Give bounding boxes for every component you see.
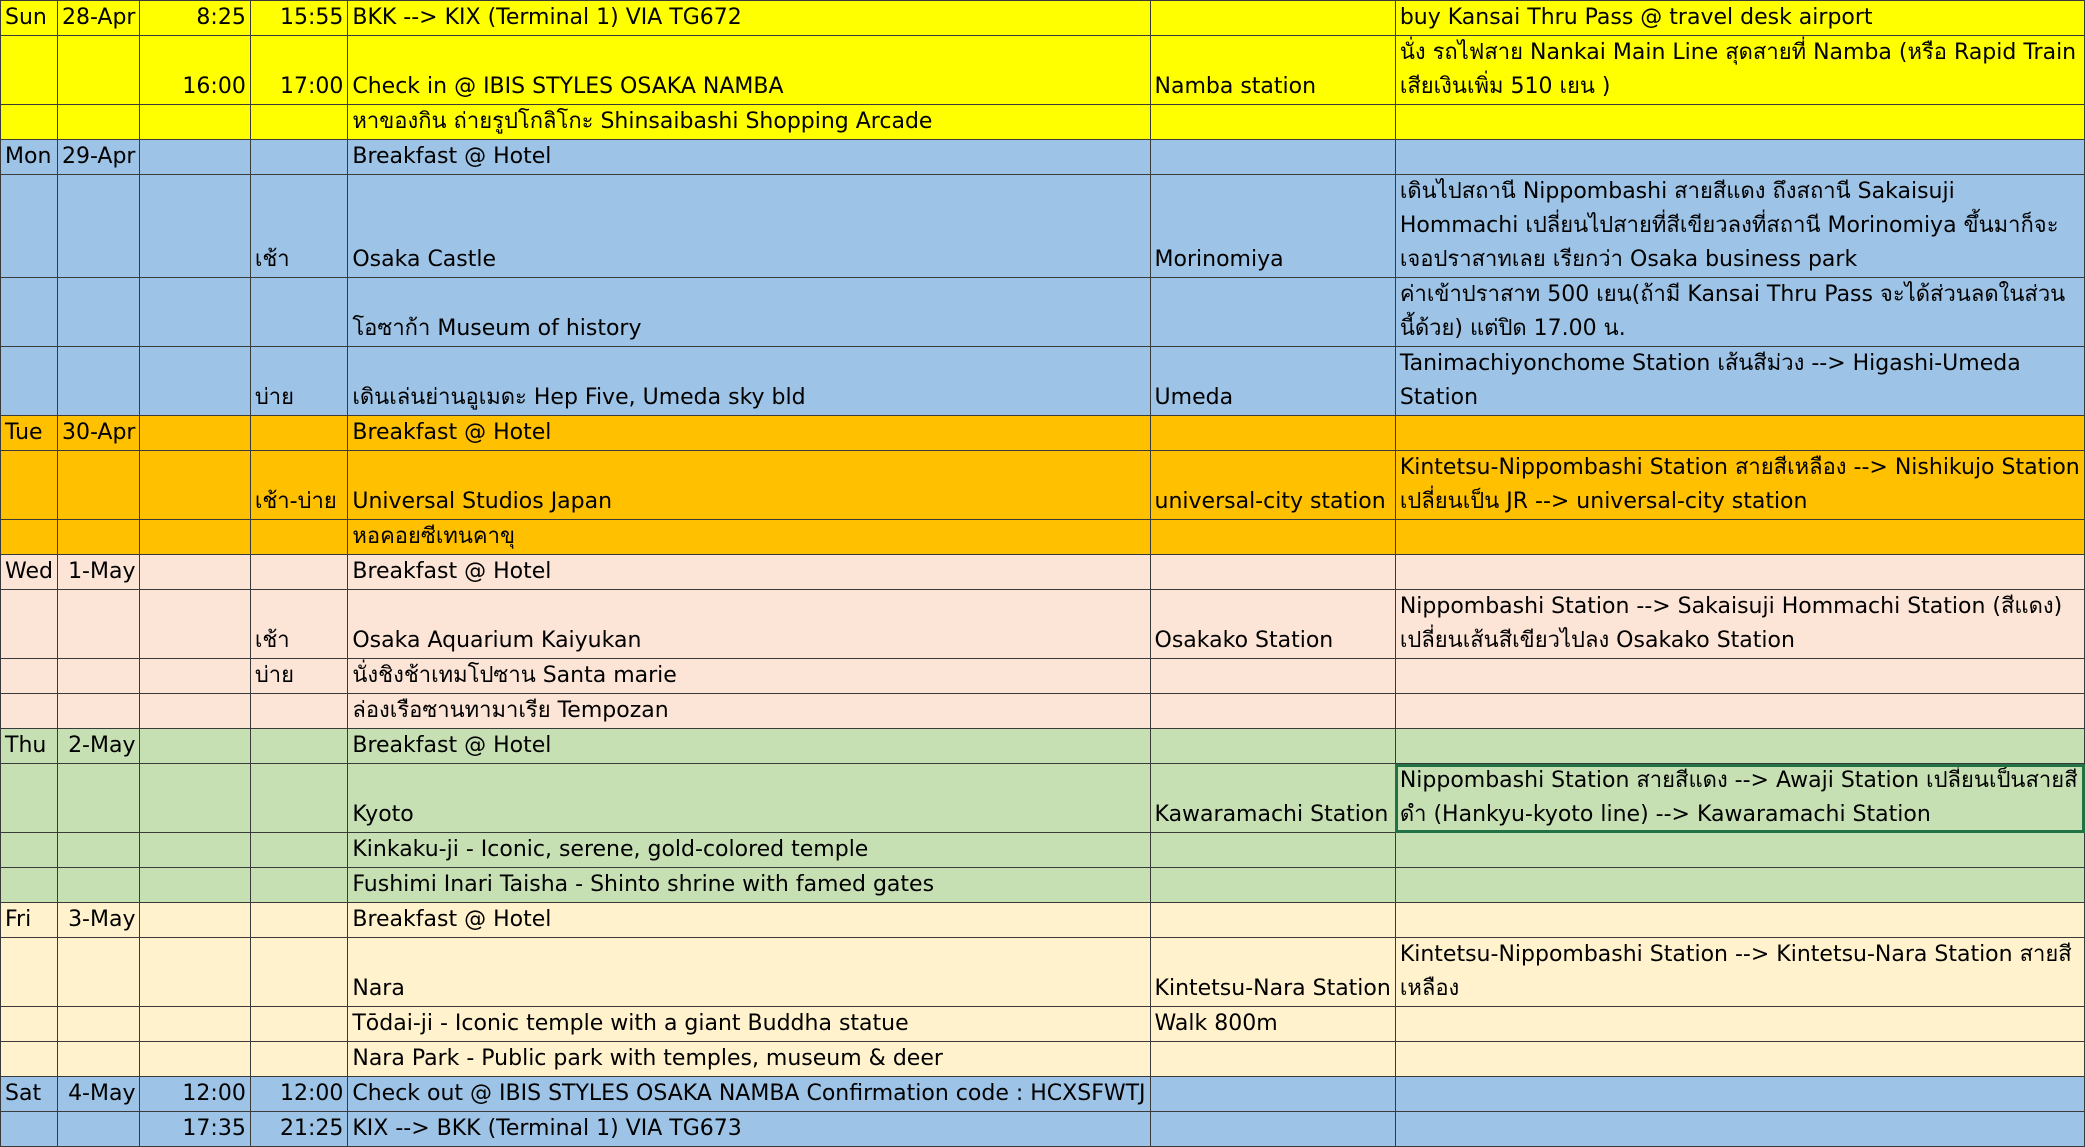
end-time-cell[interactable]	[250, 729, 348, 764]
notes-cell[interactable]	[1395, 520, 2084, 555]
period-cell[interactable]: บ่าย	[250, 659, 348, 694]
day-cell[interactable]	[1, 1112, 58, 1147]
day-cell[interactable]	[1, 590, 58, 659]
date-cell[interactable]: 28-Apr	[57, 1, 140, 36]
itinerary-row	[1, 520, 2085, 555]
day-cell[interactable]	[1, 659, 58, 694]
itinerary-row	[1, 555, 2085, 590]
end-time-cell[interactable]	[250, 833, 348, 868]
itinerary-row	[1, 903, 2085, 938]
end-time-cell[interactable]: 21:25	[250, 1112, 348, 1147]
end-time-cell[interactable]: 12:00	[250, 1077, 348, 1112]
itinerary-row	[1, 105, 2085, 140]
activity-cell[interactable]: โอซาก้า Museum of history	[348, 278, 1150, 347]
end-time-cell[interactable]	[250, 938, 348, 1007]
station-cell[interactable]	[1150, 1112, 1395, 1147]
start-time-cell[interactable]	[140, 347, 250, 416]
end-time-cell[interactable]	[250, 764, 348, 833]
notes-cell[interactable]	[1395, 694, 2084, 729]
station-cell[interactable]	[1150, 1, 1395, 36]
start-time-cell[interactable]	[140, 764, 250, 833]
date-cell[interactable]	[57, 764, 140, 833]
date-cell[interactable]: 29-Apr	[57, 140, 140, 175]
end-time-cell[interactable]	[250, 1007, 348, 1042]
day-cell[interactable]	[1, 868, 58, 903]
activity-cell[interactable]: นั่งชิงช้าเทมโปซาน Santa marie	[348, 659, 1150, 694]
period-cell[interactable]: เช้า-บ่าย	[250, 451, 348, 520]
day-cell[interactable]	[1, 105, 58, 140]
day-cell[interactable]: Sat	[1, 1077, 58, 1112]
date-cell[interactable]	[57, 278, 140, 347]
day-cell[interactable]	[1, 833, 58, 868]
station-cell[interactable]: universal-city station	[1150, 451, 1395, 520]
end-time-cell[interactable]: 15:55	[250, 1, 348, 36]
itinerary-row	[1, 140, 2085, 175]
notes-cell[interactable]	[1395, 1112, 2084, 1147]
day-cell[interactable]	[1, 764, 58, 833]
itinerary-row	[1, 659, 2085, 694]
start-time-cell[interactable]	[140, 903, 250, 938]
start-time-cell[interactable]: 17:35	[140, 1112, 250, 1147]
start-time-cell[interactable]	[140, 416, 250, 451]
station-cell[interactable]: Morinomiya	[1150, 175, 1395, 278]
day-cell[interactable]	[1, 694, 58, 729]
end-time-cell[interactable]	[250, 520, 348, 555]
date-cell[interactable]: 4-May	[57, 1077, 140, 1112]
notes-cell[interactable]	[1395, 1007, 2084, 1042]
notes-cell[interactable]	[1395, 903, 2084, 938]
date-cell[interactable]	[57, 590, 140, 659]
start-time-cell[interactable]	[140, 1007, 250, 1042]
itinerary-row	[1, 451, 2085, 520]
day-cell[interactable]	[1, 36, 58, 105]
day-cell[interactable]	[1, 451, 58, 520]
station-cell[interactable]	[1150, 1042, 1395, 1077]
start-time-cell[interactable]: 8:25	[140, 1, 250, 36]
activity-cell[interactable]: Breakfast @ Hotel	[348, 903, 1150, 938]
start-time-cell[interactable]: 16:00	[140, 36, 250, 105]
station-cell[interactable]: Umeda	[1150, 347, 1395, 416]
itinerary-row	[1, 1042, 2085, 1077]
activity-cell[interactable]: Check out @ IBIS STYLES OSAKA NAMBA Confirmation code : HCXSFWTJ	[348, 1077, 1150, 1112]
day-cell[interactable]	[1, 938, 58, 1007]
itinerary-row	[1, 175, 2085, 278]
start-time-cell[interactable]: 12:00	[140, 1077, 250, 1112]
activity-cell[interactable]: Kinkaku-ji - Iconic, serene, gold-colored temple	[348, 833, 1150, 868]
station-cell[interactable]	[1150, 520, 1395, 555]
station-cell[interactable]	[1150, 694, 1395, 729]
date-cell[interactable]	[57, 833, 140, 868]
day-cell[interactable]	[1, 520, 58, 555]
start-time-cell[interactable]	[140, 833, 250, 868]
notes-cell[interactable]: Tanimachiyonchome Station เส้นสีม่วง --> Higashi-Umeda Station	[1395, 347, 2084, 416]
notes-cell[interactable]	[1395, 555, 2084, 590]
activity-cell[interactable]: Check in @ IBIS STYLES OSAKA NAMBA	[348, 36, 1150, 105]
itinerary-row	[1, 36, 2085, 105]
end-time-cell[interactable]	[250, 140, 348, 175]
activity-cell[interactable]: Breakfast @ Hotel	[348, 416, 1150, 451]
station-cell[interactable]	[1150, 1077, 1395, 1112]
end-time-cell[interactable]	[250, 694, 348, 729]
date-cell[interactable]	[57, 1042, 140, 1077]
activity-cell[interactable]: Fushimi Inari Taisha - Shinto shrine with famed gates	[348, 868, 1150, 903]
notes-cell[interactable]: Kintetsu-Nippombashi Station --> Kintetsu-Nara Station สายสีเหลือง	[1395, 938, 2084, 1007]
notes-cell[interactable]: buy Kansai Thru Pass @ travel desk airport	[1395, 1, 2084, 36]
itinerary-row	[1, 347, 2085, 416]
station-cell[interactable]	[1150, 140, 1395, 175]
end-time-cell[interactable]	[250, 555, 348, 590]
notes-cell[interactable]	[1395, 416, 2084, 451]
day-cell[interactable]	[1, 1007, 58, 1042]
station-cell[interactable]	[1150, 555, 1395, 590]
station-cell[interactable]	[1150, 833, 1395, 868]
date-cell[interactable]	[57, 105, 140, 140]
date-cell[interactable]	[57, 1007, 140, 1042]
station-cell[interactable]	[1150, 278, 1395, 347]
itinerary-row	[1, 833, 2085, 868]
day-cell[interactable]: Thu	[1, 729, 58, 764]
start-time-cell[interactable]	[140, 140, 250, 175]
notes-cell[interactable]: ค่าเข้าปราสาท 500 เยน(ถ้ามี Kansai Thru Pass จะได้ส่วนลดในส่วนนี้ด้วย) แต่ปิด 17.00 น.	[1395, 278, 2084, 347]
activity-cell[interactable]: Breakfast @ Hotel	[348, 140, 1150, 175]
start-time-cell[interactable]	[140, 659, 250, 694]
notes-cell[interactable]	[1395, 729, 2084, 764]
start-time-cell[interactable]	[140, 175, 250, 278]
activity-cell[interactable]: Universal Studios Japan	[348, 451, 1150, 520]
activity-cell[interactable]: เดินเล่นย่านอูเมดะ Hep Five, Umeda sky bld	[348, 347, 1150, 416]
station-cell[interactable]: Osakako Station	[1150, 590, 1395, 659]
date-cell[interactable]	[57, 175, 140, 278]
day-cell[interactable]: Tue	[1, 416, 58, 451]
end-time-cell[interactable]	[250, 868, 348, 903]
station-cell[interactable]: Namba station	[1150, 36, 1395, 105]
notes-cell[interactable]	[1395, 868, 2084, 903]
start-time-cell[interactable]	[140, 555, 250, 590]
end-time-cell[interactable]	[250, 416, 348, 451]
end-time-cell[interactable]	[250, 278, 348, 347]
notes-cell[interactable]: Nippombashi Station --> Sakaisuji Hommachi Station (สีแดง) เปลี่ยนเส้นสีเขียวไปลง Osakako Station	[1395, 590, 2084, 659]
station-cell[interactable]	[1150, 868, 1395, 903]
activity-cell[interactable]: BKK --> KIX (Terminal 1) VIA TG672	[348, 1, 1150, 36]
notes-cell[interactable]	[1395, 659, 2084, 694]
notes-cell[interactable]: เดินไปสถานี Nippombashi สายสีแดง ถึงสถานี Sakaisuji Hommachi เปลี่ยนไปสายที่สีเขียวลงที่สถานี Morinomiya ขึ้นมาก็จะเจอปราสาทเลย เรียกว่า Osaka business park	[1395, 175, 2084, 278]
day-cell[interactable]	[1, 175, 58, 278]
start-time-cell[interactable]	[140, 278, 250, 347]
period-cell[interactable]: บ่าย	[250, 347, 348, 416]
date-cell[interactable]: 2-May	[57, 729, 140, 764]
start-time-cell[interactable]	[140, 105, 250, 140]
start-time-cell[interactable]	[140, 868, 250, 903]
station-cell[interactable]: Kintetsu-Nara Station	[1150, 938, 1395, 1007]
date-cell[interactable]	[57, 1112, 140, 1147]
itinerary-row	[1, 938, 2085, 1007]
station-cell[interactable]	[1150, 729, 1395, 764]
start-time-cell[interactable]	[140, 1042, 250, 1077]
start-time-cell[interactable]	[140, 451, 250, 520]
date-cell[interactable]	[57, 938, 140, 1007]
day-cell[interactable]: Mon	[1, 140, 58, 175]
itinerary-row	[1, 1, 2085, 36]
itinerary-row	[1, 278, 2085, 347]
day-cell[interactable]: Fri	[1, 903, 58, 938]
period-cell[interactable]: เช้า	[250, 590, 348, 659]
station-cell[interactable]: Kawaramachi Station	[1150, 764, 1395, 833]
date-cell[interactable]: 1-May	[57, 555, 140, 590]
activity-cell[interactable]: Osaka Aquarium Kaiyukan	[348, 590, 1150, 659]
itinerary-row	[1, 1007, 2085, 1042]
end-time-cell[interactable]	[250, 105, 348, 140]
date-cell[interactable]	[57, 451, 140, 520]
activity-cell[interactable]: Osaka Castle	[348, 175, 1150, 278]
activity-cell[interactable]: Nara	[348, 938, 1150, 1007]
date-cell[interactable]	[57, 347, 140, 416]
itinerary-row	[1, 416, 2085, 451]
station-cell[interactable]	[1150, 903, 1395, 938]
day-cell[interactable]	[1, 1042, 58, 1077]
start-time-cell[interactable]	[140, 520, 250, 555]
notes-cell[interactable]	[1395, 140, 2084, 175]
station-cell[interactable]	[1150, 416, 1395, 451]
end-time-cell[interactable]: 17:00	[250, 36, 348, 105]
day-cell[interactable]	[1, 278, 58, 347]
start-time-cell[interactable]	[140, 694, 250, 729]
date-cell[interactable]	[57, 694, 140, 729]
itinerary-row	[1, 590, 2085, 659]
activity-cell[interactable]: หอคอยซีเทนคาขุ	[348, 520, 1150, 555]
activity-cell[interactable]: Breakfast @ Hotel	[348, 729, 1150, 764]
day-cell[interactable]	[1, 347, 58, 416]
notes-cell[interactable]	[1395, 833, 2084, 868]
activity-cell[interactable]: หาของกิน ถ่ายรูปโกลิโกะ Shinsaibashi Shopping Arcade	[348, 105, 1150, 140]
period-cell[interactable]: เช้า	[250, 175, 348, 278]
activity-cell[interactable]: Tōdai-ji - Iconic temple with a giant Buddha statue	[348, 1007, 1150, 1042]
notes-cell[interactable]	[1395, 1042, 2084, 1077]
start-time-cell[interactable]	[140, 729, 250, 764]
itinerary-row	[1, 764, 2085, 833]
day-cell[interactable]: Sun	[1, 1, 58, 36]
date-cell[interactable]	[57, 868, 140, 903]
activity-cell[interactable]: Nara Park - Public park with temples, museum & deer	[348, 1042, 1150, 1077]
activity-cell[interactable]: Breakfast @ Hotel	[348, 555, 1150, 590]
notes-cell[interactable]: นั่ง รถไฟสาย Nankai Main Line สุดสายที่ Namba (หรือ Rapid Train เสียเงินเพิ่ม 510 เยน )	[1395, 36, 2084, 105]
itinerary-row	[1, 729, 2085, 764]
end-time-cell[interactable]	[250, 1042, 348, 1077]
end-time-cell[interactable]	[250, 903, 348, 938]
date-cell[interactable]: 3-May	[57, 903, 140, 938]
date-cell[interactable]	[57, 520, 140, 555]
itinerary-row	[1, 1077, 2085, 1112]
start-time-cell[interactable]	[140, 938, 250, 1007]
date-cell[interactable]	[57, 36, 140, 105]
activity-cell[interactable]: KIX --> BKK (Terminal 1) VIA TG673	[348, 1112, 1150, 1147]
station-cell[interactable]: Walk 800m	[1150, 1007, 1395, 1042]
notes-cell[interactable]	[1395, 105, 2084, 140]
day-cell[interactable]: Wed	[1, 555, 58, 590]
date-cell[interactable]	[57, 659, 140, 694]
station-cell[interactable]	[1150, 105, 1395, 140]
date-cell[interactable]: 30-Apr	[57, 416, 140, 451]
station-cell[interactable]	[1150, 659, 1395, 694]
start-time-cell[interactable]	[140, 590, 250, 659]
activity-cell[interactable]: ล่องเรือซานทามาเรีย Tempozan	[348, 694, 1150, 729]
itinerary-row	[1, 1112, 2085, 1147]
notes-cell[interactable]	[1395, 1077, 2084, 1112]
activity-cell[interactable]: Kyoto	[348, 764, 1150, 833]
itinerary-row	[1, 868, 2085, 903]
itinerary-row	[1, 694, 2085, 729]
notes-cell[interactable]: Kintetsu-Nippombashi Station สายสีเหลือง --> Nishikujo Station เปลี่ยนเป็น JR --> universal-city station	[1395, 451, 2084, 520]
selected-notes-cell[interactable]: Nippombashi Station สายสีแดง --> Awaji Station เปลี่ยนเป็นสายสีดำ (Hankyu-kyoto line) --> Kawaramachi Station	[1395, 764, 2084, 833]
